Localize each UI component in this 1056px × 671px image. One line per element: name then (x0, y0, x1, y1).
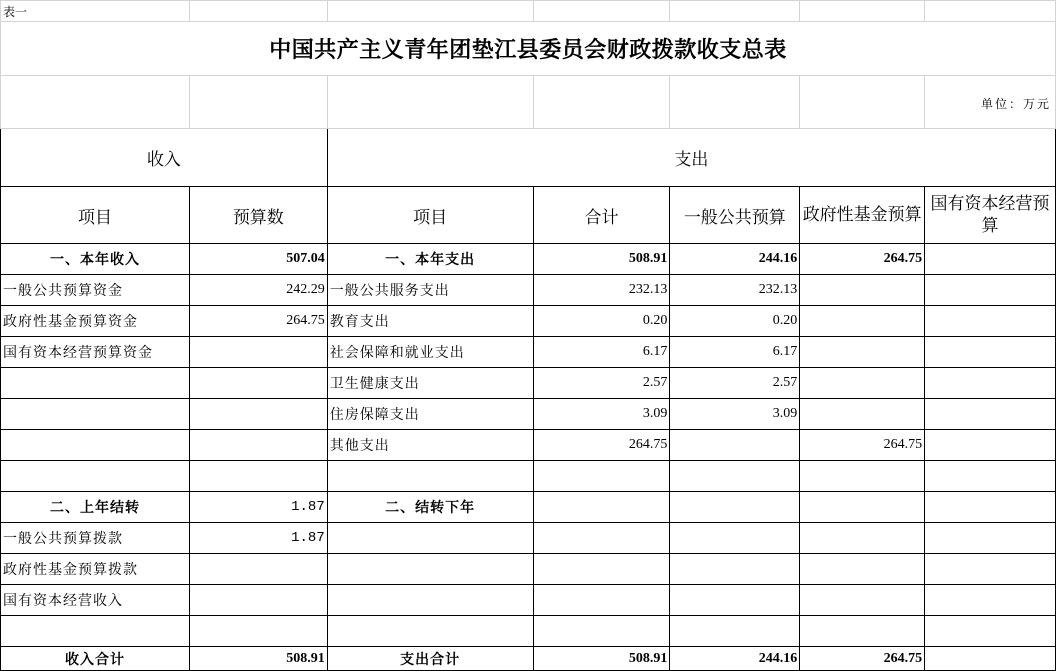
income-item-label: 国有资本经营预算资金 (1, 337, 190, 368)
expense-item-general: 0.20 (670, 306, 800, 337)
expense-total-label: 支出合计 (327, 647, 533, 671)
income-header: 收入 (1, 129, 328, 187)
expense-item-general: 2.57 (670, 368, 800, 399)
expense-header: 支出 (327, 129, 1055, 187)
table-row (1, 399, 1056, 430)
table-tag: 表一 (1, 1, 190, 22)
carry-item-value (189, 554, 327, 585)
expense-total-general: 244.16 (670, 647, 800, 671)
expense-item-total: 2.57 (533, 368, 670, 399)
expense-total-value: 508.91 (533, 647, 670, 671)
carry-forward-value: 1.87 (189, 492, 327, 523)
expense-item-fund: 264.75 (800, 430, 925, 461)
expense-item-label: 教育支出 (327, 306, 533, 337)
income-item-value (189, 430, 327, 461)
table-row (1, 523, 1056, 554)
table-row (1, 430, 1056, 461)
expense-section-fund: 264.75 (800, 244, 925, 275)
carry-item-value (189, 585, 327, 616)
income-item-label: 一般公共预算资金 (1, 275, 190, 306)
expense-item-fund (800, 275, 925, 306)
expense-item-total: 6.17 (533, 337, 670, 368)
expense-section-label: 一、本年支出 (327, 244, 533, 275)
expense-section-general: 244.16 (670, 244, 800, 275)
table-row (1, 616, 1056, 647)
table-row (1, 368, 1056, 399)
carry-item-label: 一般公共预算拨款 (1, 523, 190, 554)
expense-item-label: 一般公共服务支出 (327, 275, 533, 306)
income-item-label (1, 430, 190, 461)
expense-item-label: 卫生健康支出 (327, 368, 533, 399)
income-item-value: 242.29 (189, 275, 327, 306)
table-row (1, 244, 1056, 275)
income-item-value (189, 337, 327, 368)
carry-item-label: 国有资本经营收入 (1, 585, 190, 616)
expense-item-total: 232.13 (533, 275, 670, 306)
income-item-label (1, 368, 190, 399)
expense-item-fund (800, 337, 925, 368)
expense-total-fund: 264.75 (800, 647, 925, 671)
table-row (1, 585, 1056, 616)
table-row (1, 275, 1056, 306)
totals-row (1, 647, 1056, 671)
carry-item-label: 政府性基金预算拨款 (1, 554, 190, 585)
income-total-value: 508.91 (189, 647, 327, 671)
table-row (1, 492, 1056, 523)
income-item-value: 264.75 (189, 306, 327, 337)
expense-item-label: 其他支出 (327, 430, 533, 461)
expense-item-total: 264.75 (533, 430, 670, 461)
carry-forward-label: 二、上年结转 (1, 492, 190, 523)
col-expense-item: 项目 (327, 187, 533, 244)
income-item-value (189, 368, 327, 399)
table-row (1, 306, 1056, 337)
expense-item-label: 社会保障和就业支出 (327, 337, 533, 368)
table-row (1, 554, 1056, 585)
unit-label: 单位：万元 (925, 76, 1056, 129)
carry-over-label: 二、结转下年 (327, 492, 533, 523)
col-general-budget: 一般公共预算 (670, 187, 800, 244)
income-total-label: 收入合计 (1, 647, 190, 671)
expense-item-fund (800, 306, 925, 337)
col-fund-budget: 政府性基金预算 (800, 187, 925, 244)
expense-item-fund (800, 399, 925, 430)
expense-item-general: 232.13 (670, 275, 800, 306)
col-income-budget: 预算数 (189, 187, 327, 244)
income-section-value: 507.04 (189, 244, 327, 275)
carry-item-value: 1.87 (189, 523, 327, 554)
col-income-item: 项目 (1, 187, 190, 244)
income-item-value (189, 399, 327, 430)
table-row (1, 337, 1056, 368)
table-row (1, 461, 1056, 492)
col-state-capital-budget: 国有资本经营预算 (925, 187, 1056, 244)
expense-item-general: 6.17 (670, 337, 800, 368)
income-section-label: 一、本年收入 (1, 244, 190, 275)
expense-section-total: 508.91 (533, 244, 670, 275)
income-item-label: 政府性基金预算资金 (1, 306, 190, 337)
page-title: 中国共产主义青年团垫江县委员会财政拨款收支总表 (1, 22, 1056, 76)
col-total: 合计 (533, 187, 670, 244)
expense-item-total: 3.09 (533, 399, 670, 430)
income-item-label (1, 399, 190, 430)
expense-item-general: 3.09 (670, 399, 800, 430)
expense-item-fund (800, 368, 925, 399)
expense-item-general (670, 430, 800, 461)
expense-item-label: 住房保障支出 (327, 399, 533, 430)
expense-item-total: 0.20 (533, 306, 670, 337)
